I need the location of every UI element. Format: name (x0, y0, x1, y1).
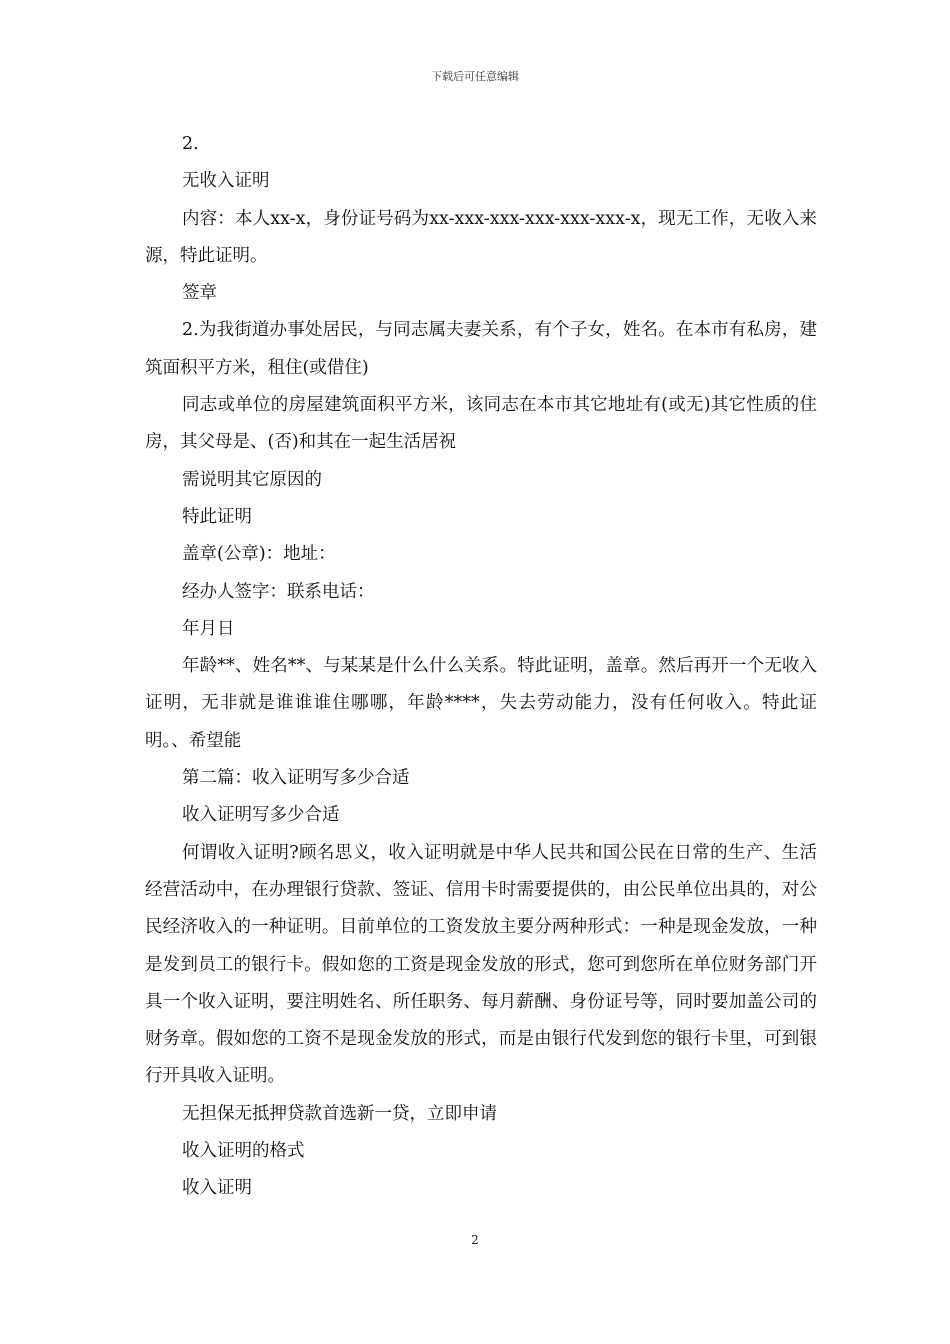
section-subtitle: 收入证明写多少合适 (182, 805, 340, 826)
paragraph: 盖章(公章)：地址： (182, 544, 336, 565)
paragraph: 年龄**、姓名**、与某某是什么什么关系。特此证明，盖章。然后再开一个无收入证明，无非就是谁谁谁住哪哪，年龄****，失去劳动能力，没有任何收入。特此证明。、希望能 (145, 656, 817, 751)
paragraph: 经办人签字：联系电话： (182, 581, 375, 602)
paragraph: 收入证明的格式 (182, 1141, 305, 1162)
header-note: 下载后可任意编辑 (431, 70, 519, 83)
paragraph: 2. (182, 134, 199, 154)
section-heading: 第二篇：收入证明写多少合适 (182, 768, 410, 789)
paragraph: 特此证明 (182, 506, 252, 527)
paragraph: 签章 (182, 283, 217, 304)
page-number: 2 (471, 1233, 479, 1247)
paragraph: 无担保无抵押贷款首选新一贷，立即申请 (182, 1103, 497, 1124)
paragraph: 同志或单位的房屋建筑面积平方米，该同志在本市其它地址有(或无)其它性质的住房，其父母是、(否)和其在一起生活居祝 (145, 395, 817, 453)
document-body (145, 126, 817, 1208)
paragraph: 收入证明 (182, 1178, 252, 1199)
paragraph: 无收入证明 (182, 171, 270, 192)
paragraph: 2.为我街道办事处居民，与同志属夫妻关系，有个子女，姓名。在本市有私房，建筑面积平方米，租住(或借住) (145, 320, 817, 378)
paragraph: 需说明其它原因的 (182, 469, 322, 490)
paragraph: 年月日 (182, 618, 235, 639)
paragraph: 内容：本人xx-x，身份证号码为xx-xxx-xxx-xxx-xxx-xxx-x，现无工作，无收入来源，特此证明。 (145, 208, 817, 266)
paragraph: 何谓收入证明?顾名思义，收入证明就是中华人民共和国公民在日常的生产、生活经营活动中，在办理银行贷款、签证、信用卡时需要提供的，由公民单位出具的，对公民经济收入的一种证明。目前单位的工资发放主要分两种形式：一种是现金发放，一种是发到员工的银行卡。假如您的工资是现金发放的形式，您可到您所在单位财务部门开具一个收入证明，要注明姓名、所任职务、每月薪酬、身份证号等，同时要加盖公司的财务章。假如您的工资不是现金发放的形式，而是由银行代发到您的银行卡里，可到银行开具收入证明。 (145, 842, 817, 1087)
